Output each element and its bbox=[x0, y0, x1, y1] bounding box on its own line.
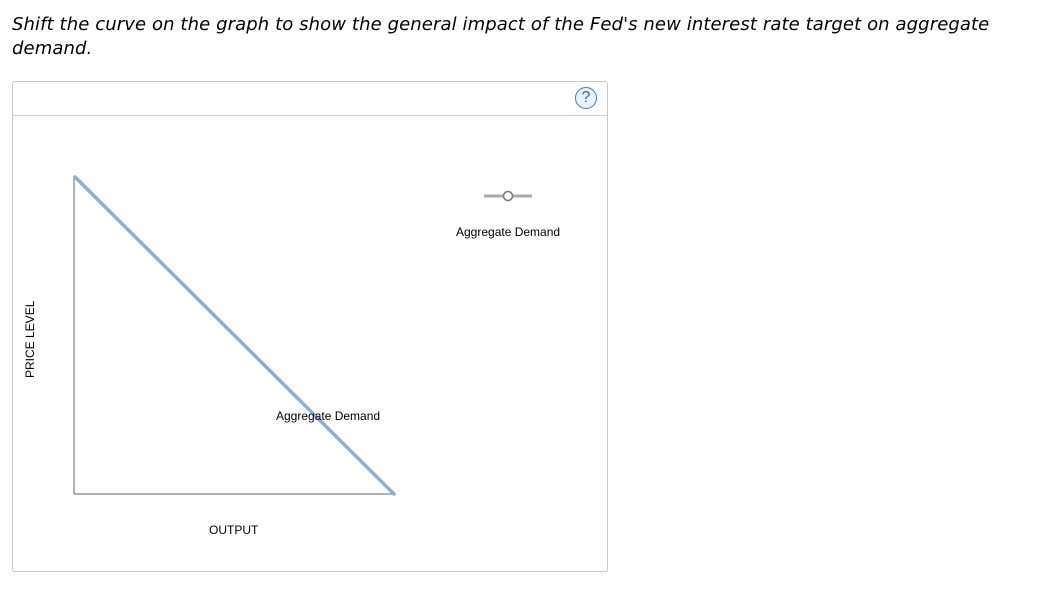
line-point-tool-icon bbox=[484, 192, 532, 201]
graph-canvas[interactable] bbox=[13, 82, 607, 571]
help-icon: ? bbox=[581, 89, 591, 106]
graph-panel bbox=[12, 81, 608, 572]
aggregate-demand-tool[interactable] bbox=[456, 192, 560, 240]
aggregate-demand-tool-label: Aggregate Demand bbox=[456, 225, 561, 239]
aggregate-demand-curve-label: Aggregate Demand bbox=[276, 409, 381, 423]
y-axis-label: PRICE LEVEL bbox=[23, 300, 37, 378]
x-axis-label: OUTPUT bbox=[209, 523, 259, 537]
question-prompt: Shift the curve on the graph to show the general impact of the Fed's new interest rate target on aggregate demand. bbox=[12, 14, 990, 59]
aggregate-demand-curve[interactable] bbox=[75, 177, 394, 494]
